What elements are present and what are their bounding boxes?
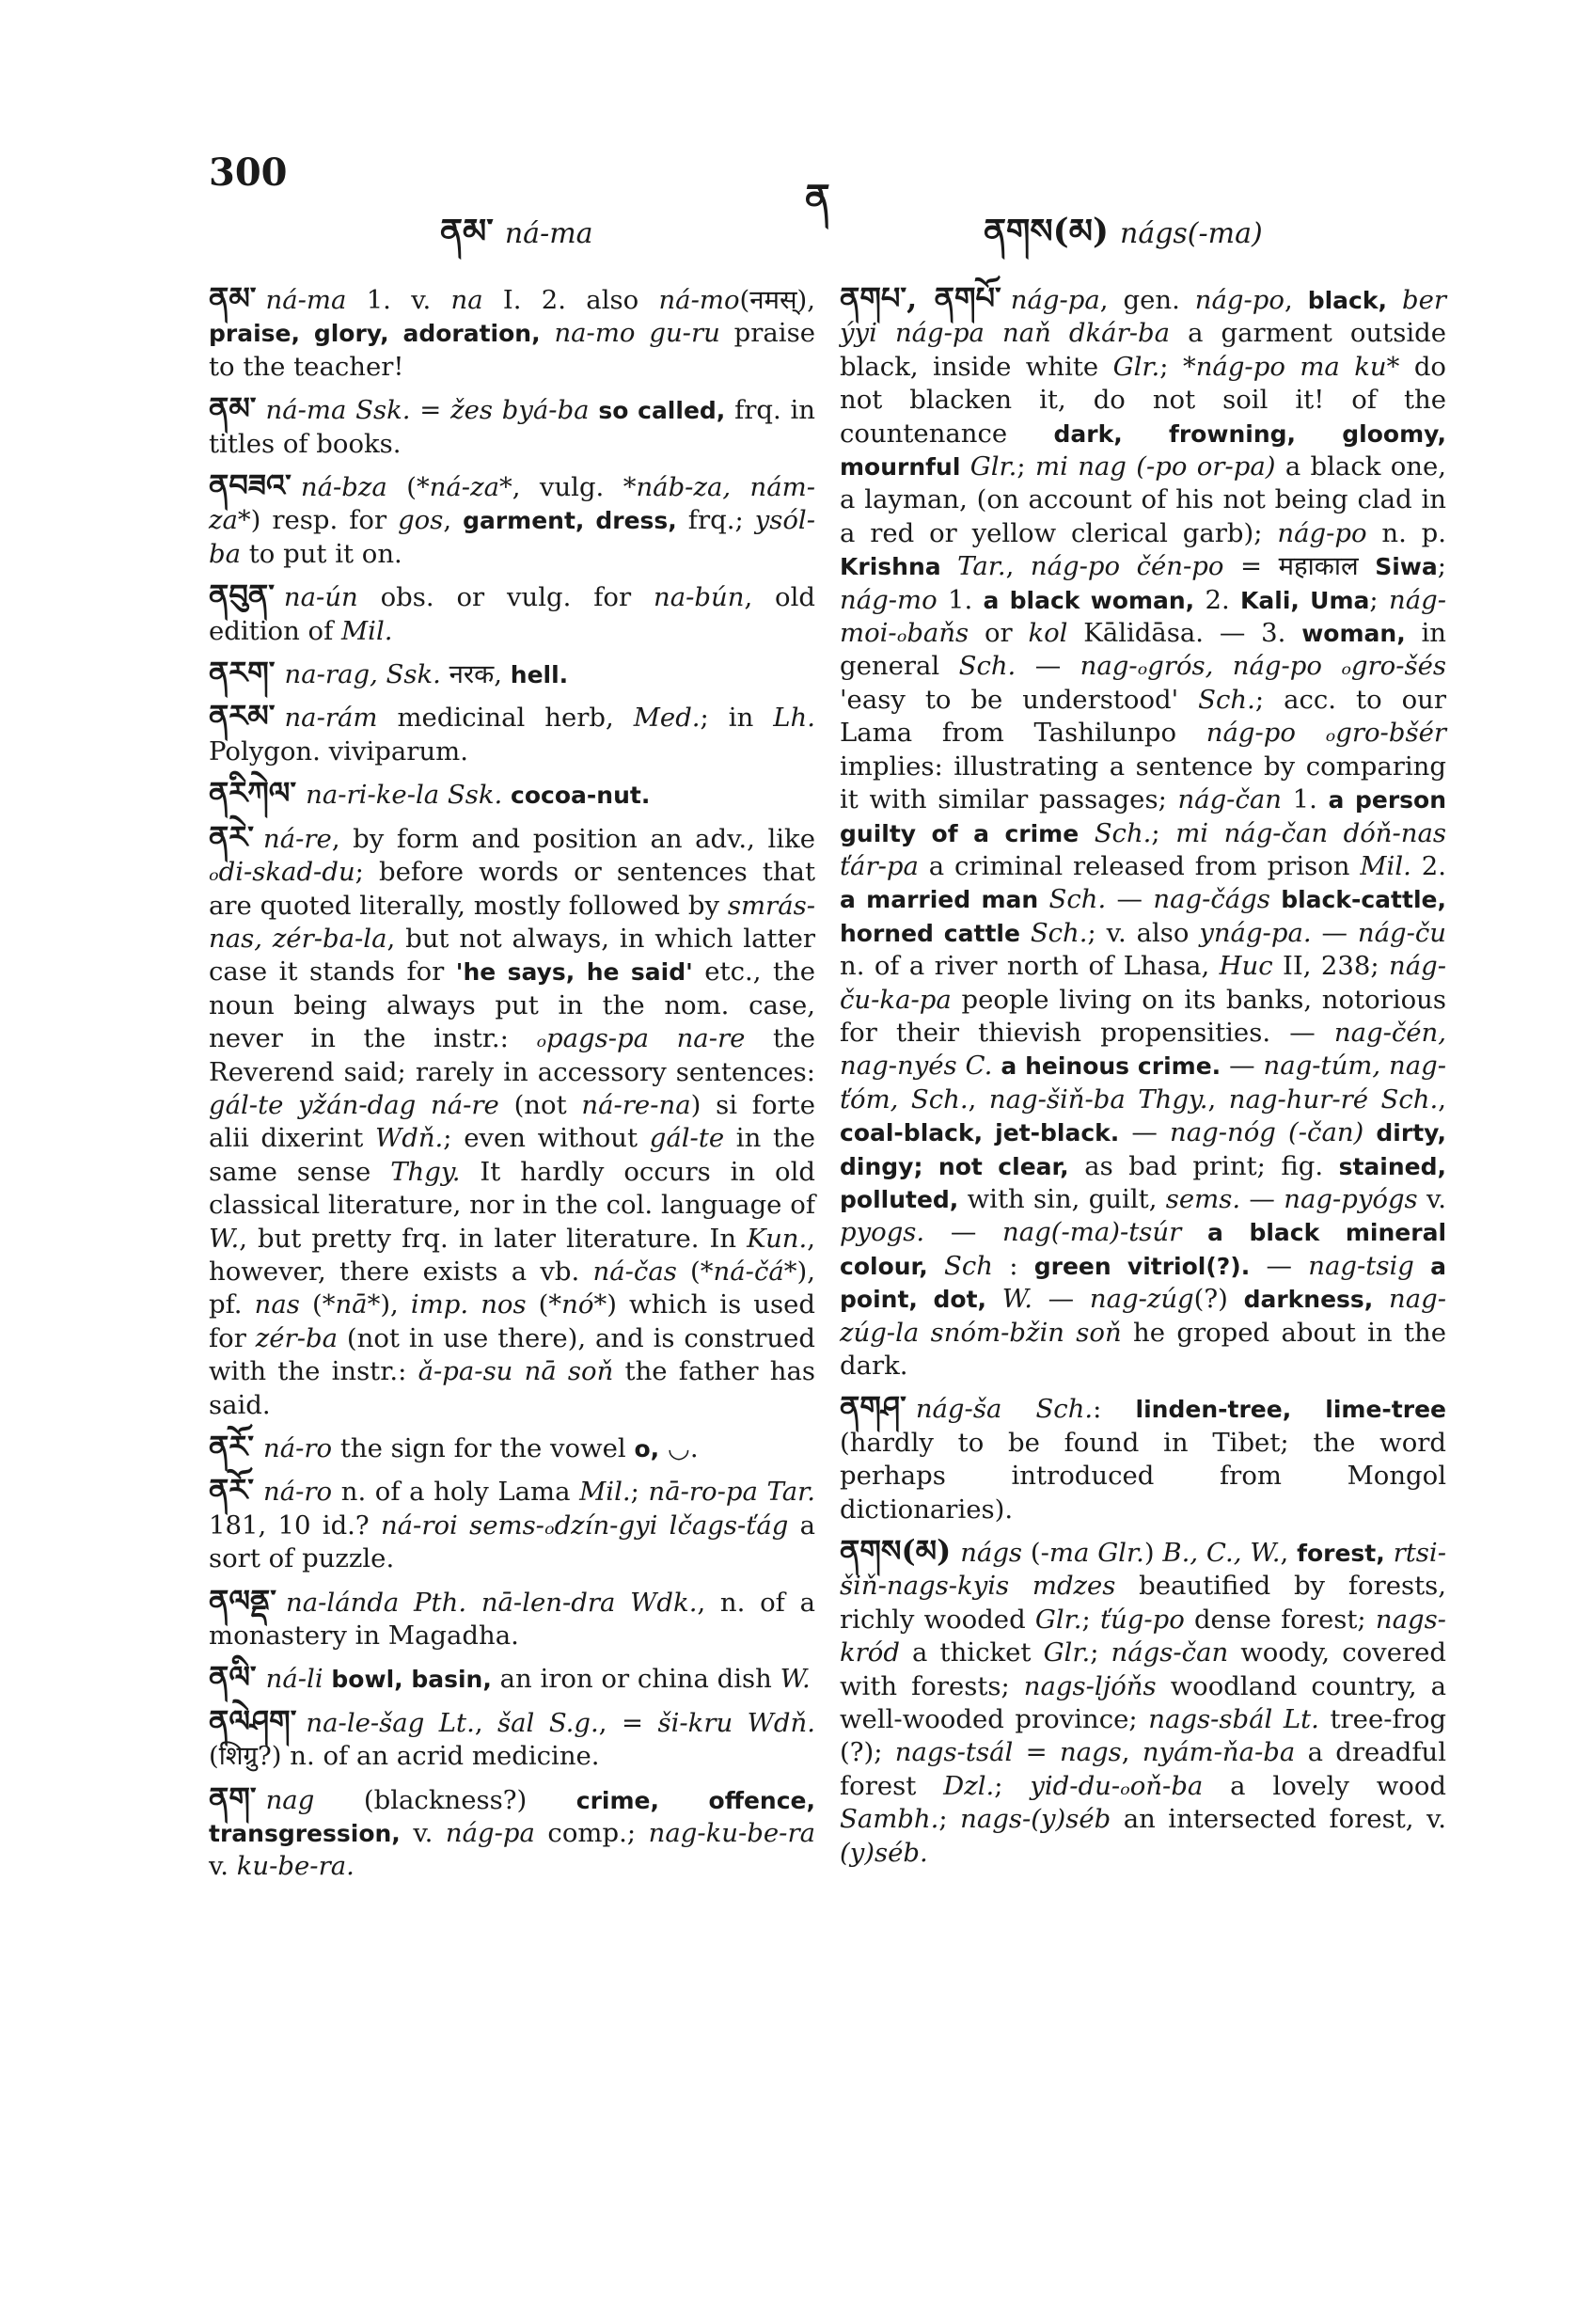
dictionary-entry [209, 1582, 815, 1653]
entry-headword: ནལེཤག་ [209, 1702, 297, 1739]
entry-definition: na-ri-ke-la Ssk. cocoa-nut. [306, 780, 651, 811]
running-head-right-roman: nágs(-ma) [1120, 217, 1263, 250]
left-column [209, 282, 815, 1892]
entry-definition: ná-re, by form and position an adv., like ₒdi-skad-du; before words or sentences that are quoted literally, mostly followed by smrás-nas, zér-ba-la, but not always, in which latter case it stands for 'he says, he said' etc., the noun being always put in the nom. case, never in the instr.: ₒpags-pa na-re the Reverend said; rarely in accessory sentences: gál-te yžán-dag ná-re (not ná-re-na) si forte alii dixerint Wdň.; even without gál-te in the same sense Thgy. It hardly occurs in old classical literature, nor in the col. language of W., but pretty frq. in later literature. In Kun., however, there exists a vb. ná-čas (*ná-čá*), pf. nas (*nā*), imp. nos (*nó*) which is used for zér-ba (not in use there), and is construed with the instr.: ǎ-pa-su nā soň the father has said. [209, 823, 816, 1420]
dictionary-entry [209, 1779, 815, 1884]
entry-headword: ནརོ་ [209, 1472, 255, 1509]
right-column [840, 282, 1446, 1878]
entry-headword: ནརམ་ [209, 698, 276, 735]
dictionary-entry [209, 469, 815, 571]
dictionary-entry [209, 1431, 815, 1465]
entry-definition: ná-li bowl, basin, an iron or china dish W. [265, 1664, 811, 1695]
entry-definition: ná-ma 1. v. na I. 2. also ná-mo(नमस्), praise, glory, adoration, na-mo gu-ru praise to the teacher! [209, 285, 816, 382]
entry-definition: ná-bza (*ná-za*, vulg. *náb-za, nám-za*) resp. for gos, garment, dress, frq.; ysól-ba to put it on. [209, 472, 815, 569]
dictionary-entry [209, 656, 815, 691]
entry-definition: na-ún obs. or vulg. for na-bún, old edition of Mil. [209, 582, 815, 646]
entry-definition: nag (blackness?) crime, offence, transgression, v. nág-pa comp.; nag-ku-be-ra v. ku-be-ra. [209, 1784, 815, 1882]
dictionary-entry [209, 579, 815, 648]
entry-headword: ནརེ་ [209, 818, 255, 855]
running-head-right-tibetan: ནགས(མ) [984, 212, 1109, 251]
dictionary-entry [209, 282, 815, 384]
entry-definition: nág-pa, gen. nág-po, black, ber ýyi nág-pa naň dkár-ba a garment outside black, inside white Glr.; *nág-po ma ku* do not blacken it, do not soil it! of the countenance dark, frowning, gloomy, mournful Glr.; mi nag (-po or-pa) a black one, a layman, (on account of his not being clad in a red or yellow clerical garb); nág-po n. p. Krishna Tar., nág-po čén-po = महाकाल Siwa; nág-mo 1. a black woman, 2. Kali, Uma; nág-moi-ₒbaňs or kol Kālidāsa. — 3. woman, in general Sch. — nag-ₒgrós, nág-po ₒgro-šés 'easy to be understood' Sch.; acc. to our Lama from Tashilunpo nág-po ₒgro-bšér implies: illustrating a sentence by comparing it with similar passages; nág-čan 1. a person guilty of a crime Sch.; mi nág-čan dóň-nas ťár-pa a criminal released from prison Mil. 2. a married man Sch. — nag-čágs black-cattle, horned cattle Sch.; v. also ynág-pa. — nág-ču n. of a river north of Lhasa, Huc II, 238; nág-ču-ka-pa people living on its banks, notorious for their thievish propensities. — nag-čén, nag-nyés C. a heinous crime. — nag-túm, nag-ťóm, Sch., nag-šiň-ba Thgy., nag-hur-ré Sch., coal-black, jet-black. — nag-nóg (-čan) dirty, dingy; not clear, as bad print; fig. stained, polluted, with sin, guilt, sems. — nag-pyógs v. pyogs. — nag(-ma)-tsúr a black mineral colour, Sch : green vitriol(?). — nag-tsig a point, dot, W. — nag-zúg(?) darkness, nag-zúg-la snóm-bžin soň he groped about in the dark. [840, 285, 1447, 1381]
running-head-left-roman: ná-ma [504, 217, 593, 250]
entry-definition: na-le-šag Lt., šal S.g., = ši-kru Wdň. (शिग्रु?) n. of an acrid medicine. [209, 1707, 815, 1772]
entry-headword: ནམ་ [209, 280, 257, 316]
running-head-right [984, 193, 1263, 289]
running-head-left-tibetan: ནམ་ [440, 212, 494, 251]
running-head-letter: ན [805, 176, 830, 220]
entry-headword: ནབུན་ [209, 577, 275, 614]
entry-headword: ནག་ [209, 1779, 257, 1816]
dictionary-entry [209, 818, 816, 1422]
dictionary-entry [209, 392, 815, 461]
dictionary-entry [209, 777, 815, 812]
dictionary-entry [840, 282, 1446, 1383]
dictionary-entry [840, 1535, 1446, 1870]
entry-definition: ná-ma Ssk. = žes byá-ba so called, frq. in titles of books. [209, 395, 816, 459]
dictionary-entry [840, 1391, 1446, 1526]
entry-definition: nág-ša Sch.: linden-tree, lime-tree (hardly to be found in Tibet; the word perhaps introduced from Mongol dictionaries). [840, 1394, 1446, 1525]
entry-definition: na-rag, Ssk. नरक, hell. [284, 659, 569, 690]
entry-definition: ná-ro n. of a holy Lama Mil.; nā-ro-pa Tar. 181, 10 id.? ná-roi sems-ₒdzín-gyi lčags-ťág a sort of puzzle. [209, 1477, 815, 1574]
dictionary-entry [209, 1702, 815, 1774]
entry-definition: nágs (-ma Glr.) B., C., W., forest, rtsi-šiň-nags-kyis mdzes beautified by forests, richly wooded Glr.; ťúg-po dense forest; nags-kród a thicket Glr.; nágs-čan woody, covered with forests; nags-ljóňs woodland country, a well-wooded province; nags-sbál Lt. tree-frog (?); nags-tsál = nags, nyám-ňa-ba a dreadful forest Dzl.; yid-du-ₒoň-ba a lovely wood Sambh.; nags-(y)séb an intersected forest, v. (y)séb. [840, 1538, 1447, 1868]
entry-headword: ནརིཀེལ་ [209, 775, 297, 812]
entry-headword: ནམ་ [209, 390, 257, 427]
entry-headword: ནལནྡ་ [209, 1582, 277, 1619]
page-number: 300 [209, 150, 288, 195]
entry-headword: ནབཟའ་ [209, 467, 292, 504]
dictionary-entry [209, 1474, 815, 1575]
dictionary-entry [209, 1661, 815, 1696]
entry-headword: ནལི་ [209, 1659, 257, 1696]
entry-definition: na-rám medicinal herb, Med.; in Lh. Polygon. viviparum. [209, 703, 815, 767]
entry-headword: ནགཤ་ [840, 1389, 906, 1426]
entry-definition: ná-ro the sign for the vowel o, ◡. [263, 1433, 699, 1463]
running-head-left [440, 193, 593, 289]
entry-definition: na-lánda Pth. nā-len-dra Wdk., n. of a monastery in Magadha. [209, 1587, 815, 1652]
entry-headword: ནགཔ་, ནགཔོ་ [840, 280, 1001, 316]
dictionary-entry [209, 700, 815, 768]
entry-headword: ནརག་ [209, 655, 276, 691]
entry-headword: ནགས(མ) [840, 1533, 952, 1570]
entry-headword: ནརོ་ [209, 1429, 255, 1464]
